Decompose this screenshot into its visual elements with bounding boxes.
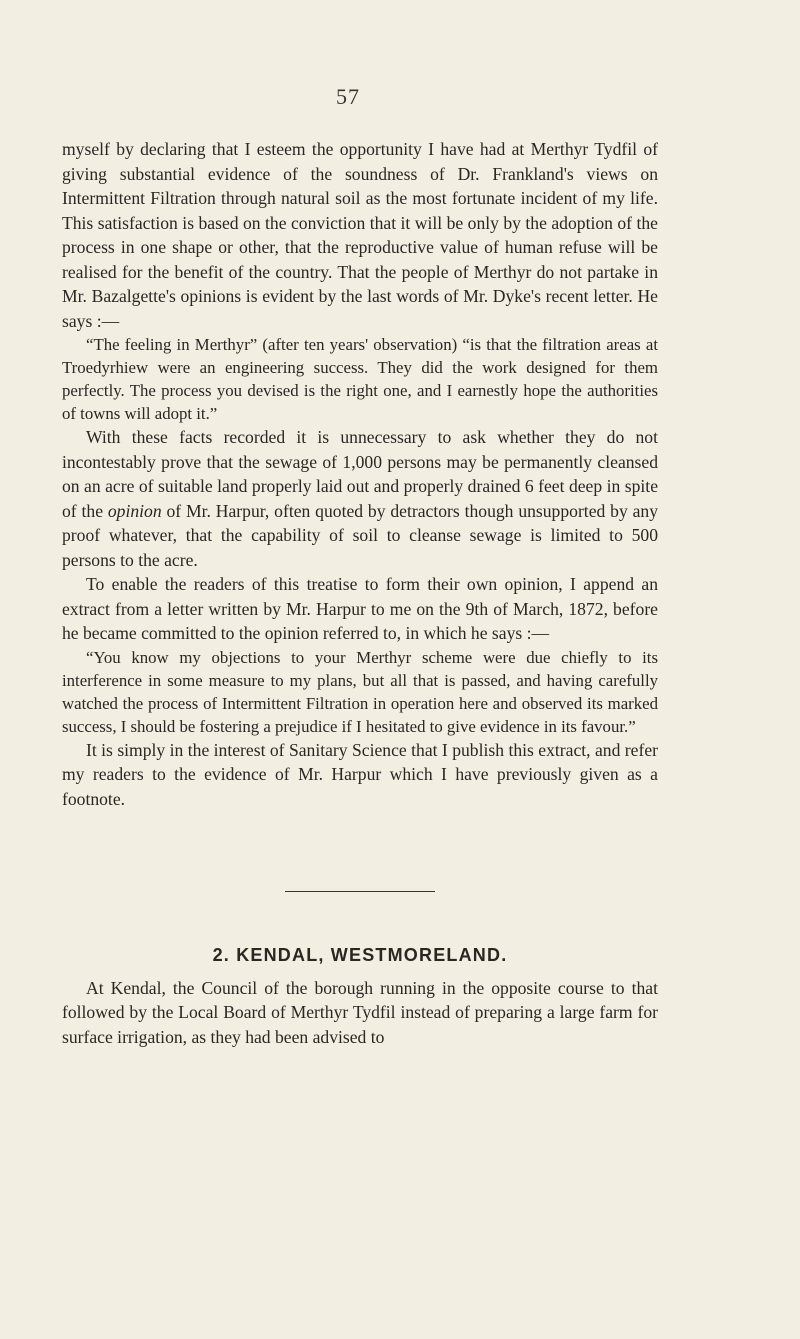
paragraph-facts-part2: of Mr. Harpur, often quoted by detractors though unsupported by any proof whatever, that the capability of soil to cleanse sewage is limited to 500 persons to the acre. — [62, 500, 659, 570]
section-divider — [285, 891, 435, 892]
body-text — [62, 137, 658, 1049]
emphasis-opinion: opinion — [107, 500, 162, 521]
paragraph-facts-part1: With these facts recorded it is unnecessary to ask whether they do not incontestably prove that the sewage of 1,000 persons may be permanently cleansed on an acre of suitable land properly laid out and properly drained 6 feet deep in spite of the — [62, 427, 658, 521]
paragraph-append-extract: To enable the readers of this treatise to form their own opinion, I append an extract from a letter written by Mr. Harpur to me on the 9th of March, 1872, before he became committed to the opinion referred to, in which he says :— — [62, 574, 658, 643]
paragraph-sanitary-science: It is simply in the interest of Sanitary Science that I publish this extract, and refer my readers to the evidence of Mr. Harpur which I have previously given as a footnote. — [62, 739, 658, 809]
paragraph-continuation: myself by declaring that I esteem the opportunity I have had at Merthyr Tydfil of giving substantial evidence of the soundness of Dr. Frankland's views on Intermittent Filtration through natural soil as the most fortunate incident of my life. This satisfaction is based on the conviction that it will be only by the adoption of the process in one shape or other, that the reproductive value of human refuse will be realised for the benefit of the country. That the people of Merthyr do not partake in Mr. Bazalgette's opinions is evident by the last words of Mr. Dyke's recent letter. He says :— — [62, 139, 658, 331]
quote-dyke-letter: “The feeling in Merthyr” (after ten years' observation) “is that the filtration areas at Troedyrhiew were an engineering success. They did the work designed for them perfectly. The process you devised is the right one, and I earnestly hope the authorities of towns will adopt it.” — [62, 335, 658, 423]
paragraph-kendal: At Kendal, the Council of the borough running in the opposite course to that followed by the Local Board of Merthyr Tydfil instead of preparing a large farm for surface irrigation, as they had been advised to — [62, 977, 658, 1047]
section-heading: 2. KENDAL, WESTMORELAND. — [212, 945, 508, 965]
page-number: 57 — [336, 84, 360, 109]
quote-harpur-letter: “You know my objections to your Merthyr scheme were due chiefly to its interference in some measure to my plans, but all that is passed, and having carefully watched the process of Intermittent Filtration in operation here and observed its marked success, I should be fostering a prejudice if I hesitated to give evidence in its favour.” — [62, 647, 658, 736]
paragraph-facts — [62, 425, 658, 572]
